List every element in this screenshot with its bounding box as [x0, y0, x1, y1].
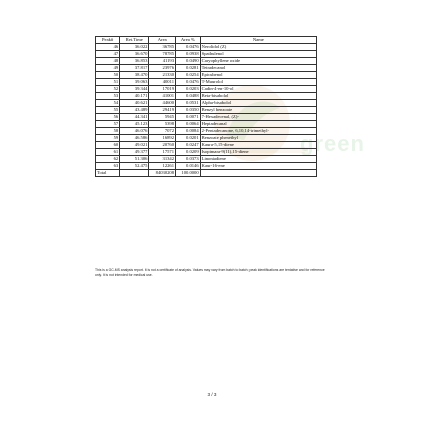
ret-time-cell: 49.021 [120, 142, 149, 149]
table-row [96, 163, 317, 170]
total-area: 84030208 [149, 170, 176, 177]
peak-number-cell: 52 [96, 86, 120, 93]
area-percent-cell: 0.0373 [176, 156, 201, 163]
table-row [96, 72, 317, 79]
peak-number-cell: 57 [96, 121, 120, 128]
area-cell: 16892 [149, 135, 176, 142]
area-cell: 23976 [149, 65, 176, 72]
compound-name-cell: T-Muurolol [200, 79, 316, 86]
peak-number-cell: 53 [96, 93, 120, 100]
peak-number-cell: 47 [96, 51, 120, 58]
compound-name-cell: Beta-bisabolol [200, 93, 316, 100]
compound-name-cell: Isopimara-9(11),15-diene [200, 149, 316, 156]
area-cell: 40011 [149, 79, 176, 86]
total-empty-cell [120, 170, 149, 177]
compound-name-cell: Tetradecanol [200, 65, 316, 72]
page-number: 3 / 3 [207, 392, 217, 397]
table-row [96, 107, 317, 114]
compound-name-cell: 2-Pentadecanone, 6,10,14-trimethyl- [200, 128, 316, 135]
area-percent-cell: 0.0084 [176, 128, 201, 135]
table-row [96, 44, 317, 51]
table-row [96, 135, 317, 142]
ret-time-cell: 39.344 [120, 86, 149, 93]
area-cell: 5398 [149, 121, 176, 128]
area-percent-cell: 0.0476 [176, 44, 201, 51]
peak-number-cell: 46 [96, 44, 120, 51]
compound-name-cell: Cadin-4-en-10-ol [200, 86, 316, 93]
area-cell: 5945 [149, 114, 176, 121]
ret-time-cell: 37.817 [120, 65, 149, 72]
area-cell: 20760 [149, 142, 176, 149]
peak-number-cell: 63 [96, 163, 120, 170]
area-cell: 41001 [149, 93, 176, 100]
peak-number-cell: 55 [96, 107, 120, 114]
ret-time-cell: 52.475 [120, 163, 149, 170]
compound-name-cell: Caryophyllene oxide [200, 58, 316, 65]
peak-number-cell: 48 [96, 58, 120, 65]
table-row [96, 86, 317, 93]
compound-name-cell: Benzoate phenethyl [200, 135, 316, 142]
area-percent-cell: 0.0281 [176, 65, 201, 72]
ret-time-cell: 49.377 [120, 149, 149, 156]
area-percent-cell: 0.0488 [176, 93, 201, 100]
peak-number-cell: 50 [96, 72, 120, 79]
table-row [96, 65, 317, 72]
table-body [96, 44, 317, 170]
peak-number-cell: 62 [96, 156, 120, 163]
compound-name-cell: Nerolidol (Z) [200, 44, 316, 51]
area-cell: 78785 [149, 51, 176, 58]
peak-number-cell: 60 [96, 142, 120, 149]
ret-time-cell: 36.022 [120, 44, 149, 51]
table-row [96, 121, 317, 128]
compound-name-cell: Kaura-5,15-diene [200, 142, 316, 149]
area-cell: 41193 [149, 58, 176, 65]
ret-time-cell: 43.489 [120, 107, 149, 114]
table-row [96, 58, 317, 65]
ret-time-cell: 39.063 [120, 79, 149, 86]
total-empty-name-cell [200, 170, 316, 177]
compound-name-cell: Spathulenol [200, 51, 316, 58]
total-row [96, 170, 317, 177]
table-row [96, 79, 317, 86]
table-row [96, 149, 317, 156]
table-row [96, 114, 317, 121]
table-row [96, 51, 317, 58]
area-cell: 29419 [149, 107, 176, 114]
table-row [96, 142, 317, 149]
peak-table [95, 36, 317, 177]
peak-number-cell: 49 [96, 65, 120, 72]
area-percent-cell: 0.0209 [176, 149, 201, 156]
area-percent-cell: 0.0350 [176, 107, 201, 114]
compound-name-cell: Linoniadiene [200, 156, 316, 163]
area-percent-cell: 0.0490 [176, 58, 201, 65]
col-name-header: Name [200, 37, 316, 44]
watermark-text: green [300, 131, 365, 156]
ret-time-cell: 51.306 [120, 156, 149, 163]
ret-time-cell: 46.076 [120, 128, 149, 135]
table-row [96, 156, 317, 163]
area-cell: 12261 [149, 163, 176, 170]
area-percent-cell: 0.0938 [176, 51, 201, 58]
area-percent-cell: 0.0203 [176, 86, 201, 93]
peak-number-cell: 54 [96, 100, 120, 107]
area-percent-cell: 0.0064 [176, 121, 201, 128]
area-percent-cell: 0.0476 [176, 79, 201, 86]
table-row [96, 128, 317, 135]
area-cell: 21330 [149, 72, 176, 79]
compound-name-cell: Benzyl benzoate [200, 107, 316, 114]
compound-name-cell: Kaur-16-ene [200, 163, 316, 170]
table-row [96, 93, 317, 100]
area-percent-cell: 0.0146 [176, 163, 201, 170]
compound-name-cell: 7-Hexadecenal, (Z)- [200, 114, 316, 121]
col-areapct-header: Area % [176, 37, 201, 44]
ret-time-cell: 45.123 [120, 121, 149, 128]
ret-time-cell: 40.171 [120, 93, 149, 100]
ret-time-cell: 38.470 [120, 72, 149, 79]
area-percent-cell: 0.0254 [176, 72, 201, 79]
area-percent-cell: 0.0201 [176, 135, 201, 142]
area-cell: 44600 [149, 100, 176, 107]
ret-time-cell: 36.853 [120, 58, 149, 65]
area-percent-cell: 0.0071 [176, 114, 201, 121]
area-cell: 17019 [149, 86, 176, 93]
col-peak-header: Peak# [96, 37, 120, 44]
compound-name-cell: Epicubenol [200, 72, 316, 79]
peak-number-cell: 59 [96, 135, 120, 142]
compound-name-cell: Alpha-bisabolol [200, 100, 316, 107]
ret-time-cell: 44.341 [120, 114, 149, 121]
area-cell: 36785 [149, 44, 176, 51]
col-area-header: Area [149, 37, 176, 44]
table-header-row [96, 37, 317, 44]
area-cell: 7072 [149, 128, 176, 135]
table-row [96, 100, 317, 107]
disclaimer-note: This is a GC-MS analysis report. It is not a certificate of analysis. Values may vary from batch to batch; peak identifications are tentative and for reference only. It is not intended for medical use. [95, 268, 325, 277]
area-cell: 17571 [149, 149, 176, 156]
compound-name-cell: Heptadecanal [200, 121, 316, 128]
total-percent: 100.0000 [176, 170, 201, 177]
ret-time-cell: 36.670 [120, 51, 149, 58]
area-percent-cell: 0.0247 [176, 142, 201, 149]
col-rettime-header: Ret.Time [120, 37, 149, 44]
ret-time-cell: 46.586 [120, 135, 149, 142]
area-percent-cell: 0.0531 [176, 100, 201, 107]
ret-time-cell: 40.621 [120, 100, 149, 107]
peak-number-cell: 58 [96, 128, 120, 135]
area-cell: 31342 [149, 156, 176, 163]
peak-number-cell: 61 [96, 149, 120, 156]
peak-number-cell: 56 [96, 114, 120, 121]
total-label: Total [96, 170, 120, 177]
peak-number-cell: 51 [96, 79, 120, 86]
